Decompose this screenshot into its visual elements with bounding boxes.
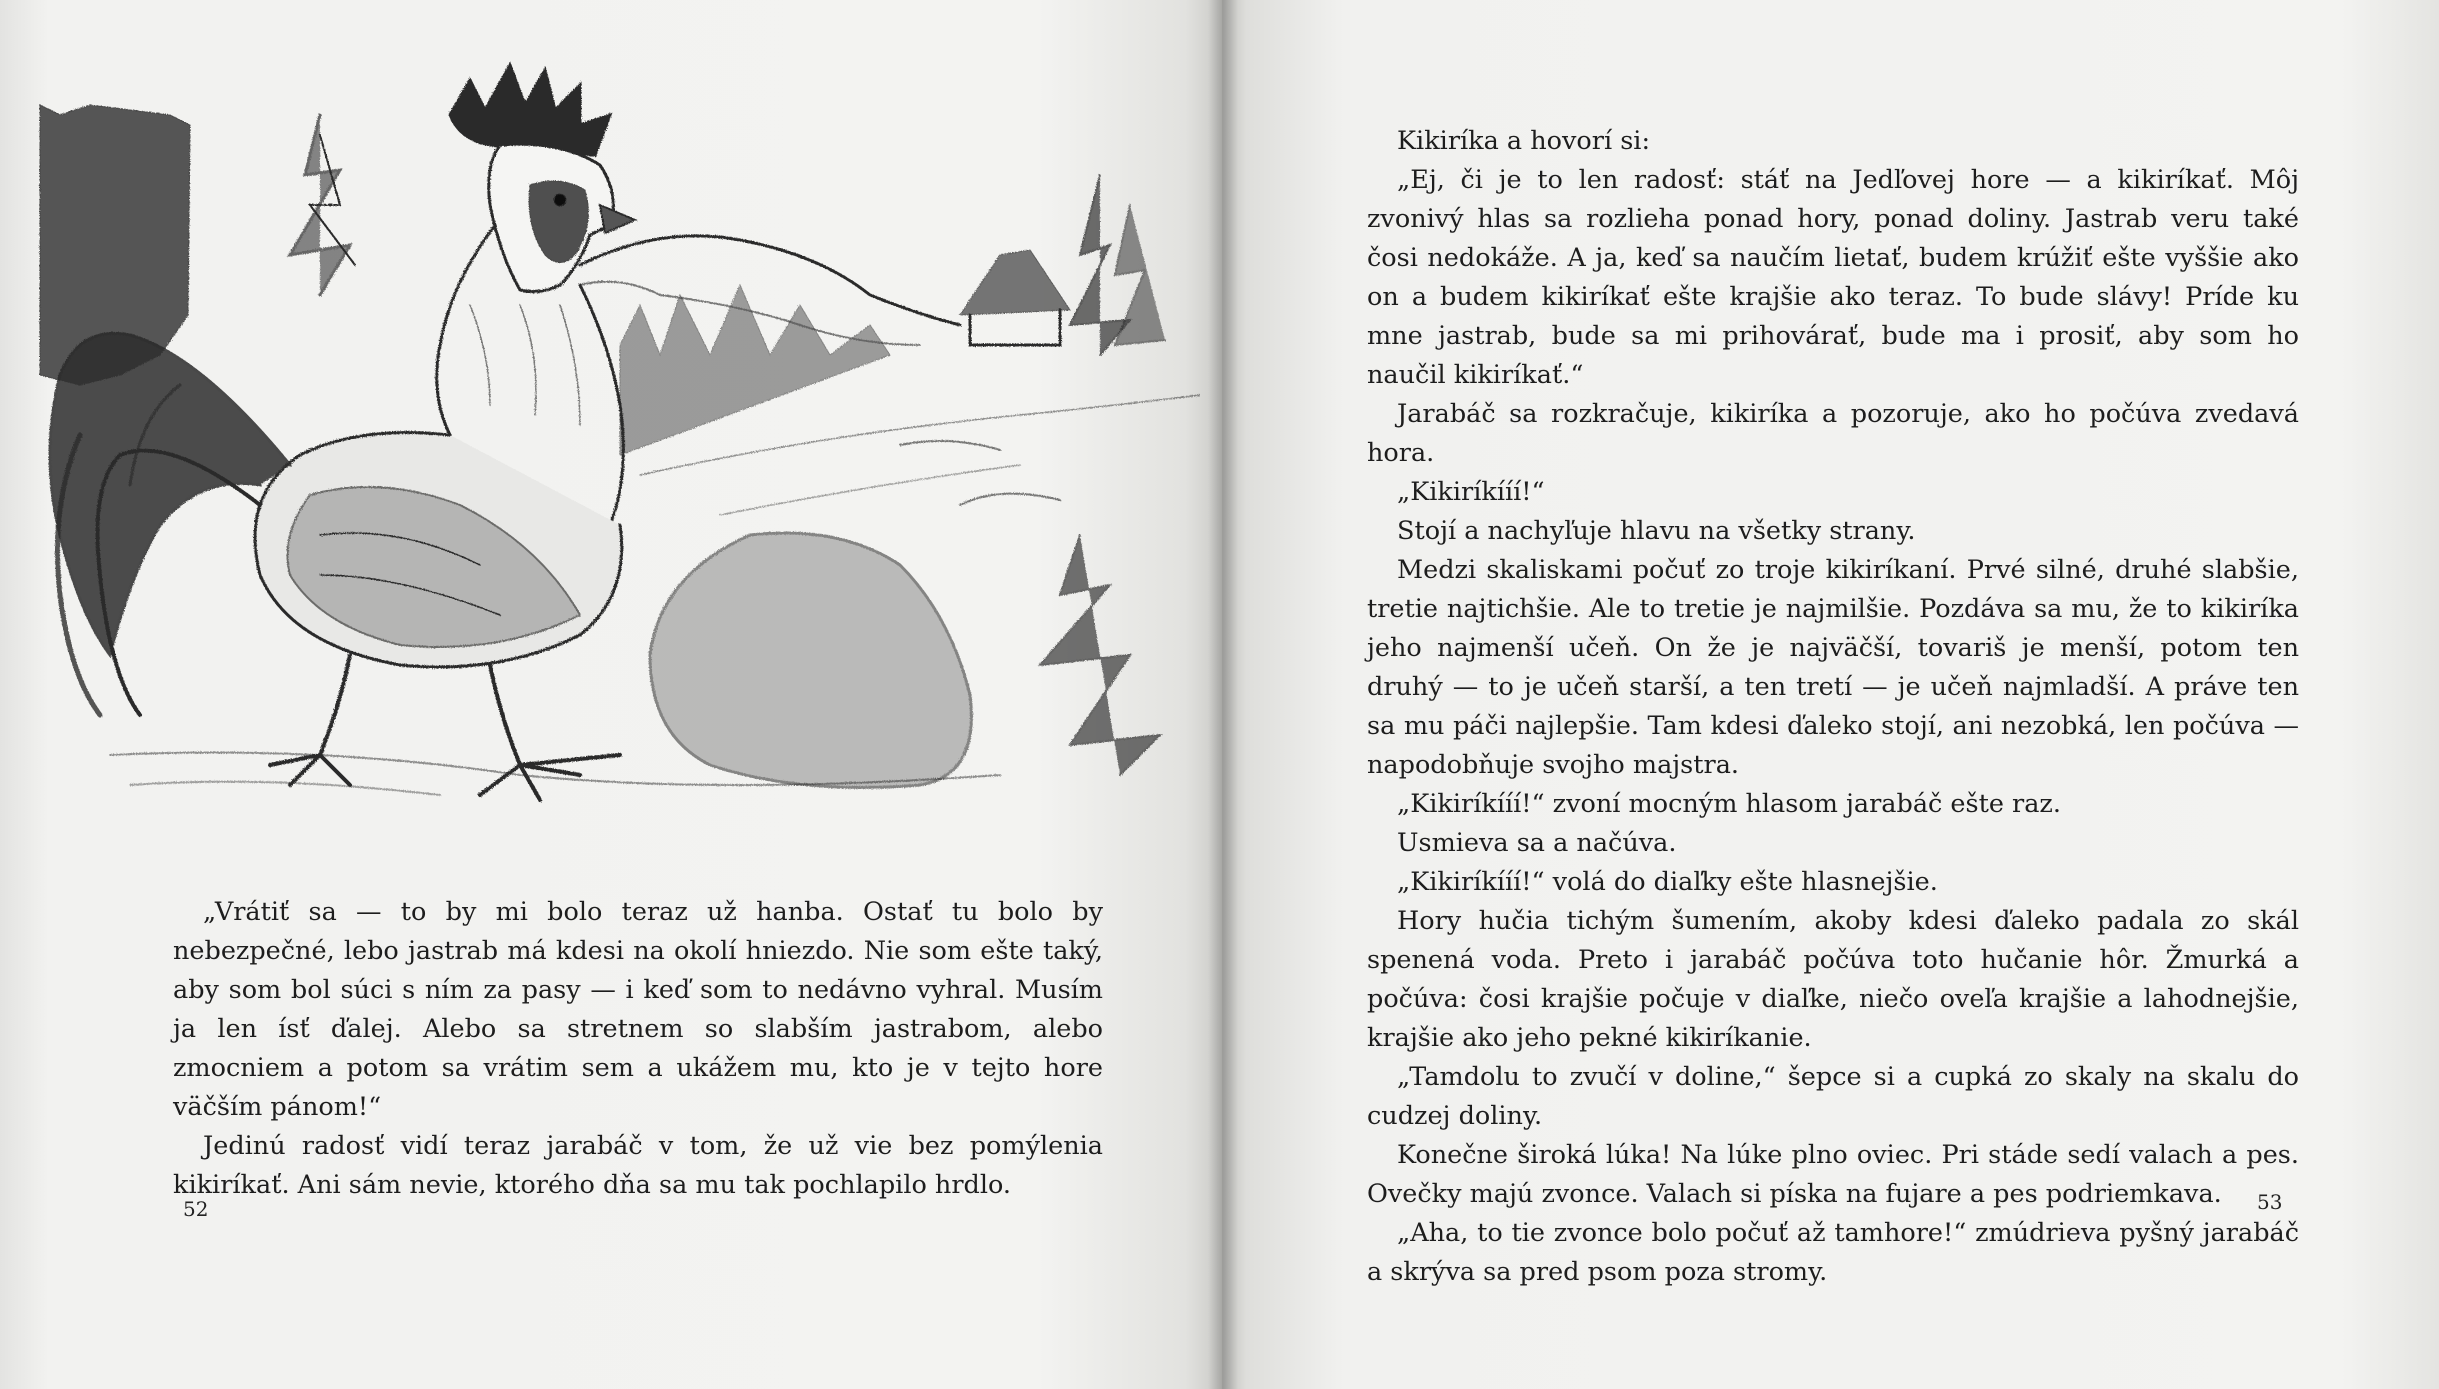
paragraph: „Aha, to tie zvonce bolo počuť až tamhore!“ zmúdrieva pyšný jarabáč a skrýva sa pred psom poza stromy. bbox=[1367, 1218, 2299, 1287]
paragraph: „Kikiríkííí!“ bbox=[1397, 477, 1545, 507]
paragraph: „Ej, či je to len radosť: stáť na Jedľovej hore — a kikiríkať. Môj zvonivý hlas sa rozlieha ponad hory, ponad doliny. Jastrab veru také čosi nedokáže. A ja, keď sa naučím lietať, budem krúžiť ešte vyššie ako on a budem kikiríkať ešte krajšie ako teraz. To bude slávy! Príde ku mne jastrab, bude sa mi prihovárať, bude ma i prosiť, aby som ho naučil kikiríkať.“ bbox=[1367, 165, 2299, 390]
right-page bbox=[1222, 0, 2439, 1389]
paragraph: Stojí a nachyľuje hlavu na všetky strany. bbox=[1397, 516, 1916, 546]
paragraph: „Vrátiť sa — to by mi bolo teraz už hanba. Ostať tu bolo by nebezpečné, lebo jastrab má kdesi na okolí hniezdo. Nie som ešte taký, aby som bol súci s ním za pasy — i keď som to nedávno vyhral. Musím ja len ísť ďalej. Alebo sa stretnem so slabším jastrabom, alebo zmocniem a potom sa vrátim sem a ukážem mu, kto je v tejto hore väčším pánom!“ bbox=[173, 897, 1103, 1122]
left-page-text bbox=[173, 893, 1103, 1205]
paragraph: Konečne široká lúka! Na lúke plno oviec. Pri stáde sedí valach a pes. Ovečky majú zvonce. Valach si píska na fujare a pes podriemkava. bbox=[1367, 1140, 2299, 1209]
paragraph: Jedinú radosť vidí teraz jarabáč v tom, že už vie bez pomýlenia kikiríkať. Ani sám nevie, ktorého dňa sa mu tak pochlapilo hrdlo. bbox=[173, 1131, 1103, 1200]
paragraph: Jarabáč sa rozkračuje, kikiríka a pozoruje, ako ho počúva zvedavá hora. bbox=[1367, 399, 2299, 468]
paragraph: Usmieva sa a načúva. bbox=[1397, 828, 1677, 858]
page-number-left: 52 bbox=[183, 1197, 209, 1221]
paragraph: „Kikiríkííí!“ volá do diaľky ešte hlasnejšie. bbox=[1397, 867, 1938, 897]
paragraph: Medzi skaliskami počuť zo troje kikiríkaní. Prvé silné, druhé slabšie, tretie najtichšie. Ale to tretie je najmilšie. Pozdáva sa mu, že to kikiríka jeho najmenší učeň. On že je najväčší, tovariš je menší, potom ten druhý — to je učeň starší, a ten tretí — je učeň najmladší. A práve ten sa mu páči najlepšie. Tam kdesi ďaleko stojí, ani nezobká, len počúva — napodobňuje svojho majstra. bbox=[1367, 555, 2299, 780]
right-page-text bbox=[1367, 122, 2299, 1292]
paragraph: Hory hučia tichým šumením, akoby kdesi ďaleko padala zo skál spenená voda. Preto i jarabáč počúva toto hučanie hôr. Žmurká a počúva: čosi krajšie počuje v diaľke, niečo oveľa krajšie a lahodnejšie, krajšie ako jeho pekné kikiríkanie. bbox=[1367, 906, 2299, 1053]
paragraph: Kikiríka a hovorí si: bbox=[1397, 126, 1651, 156]
rooster-illustration bbox=[20, 55, 1200, 835]
paragraph: „Kikiríkííí!“ zvoní mocným hlasom jarabáč ešte raz. bbox=[1397, 789, 2061, 819]
book-gutter bbox=[1208, 0, 1238, 1389]
page-number-right: 53 bbox=[2257, 1190, 2283, 1214]
paragraph: „Tamdolu to zvučí v doline,“ šepce si a cupká zo skaly na skalu do cudzej doliny. bbox=[1367, 1062, 2299, 1131]
